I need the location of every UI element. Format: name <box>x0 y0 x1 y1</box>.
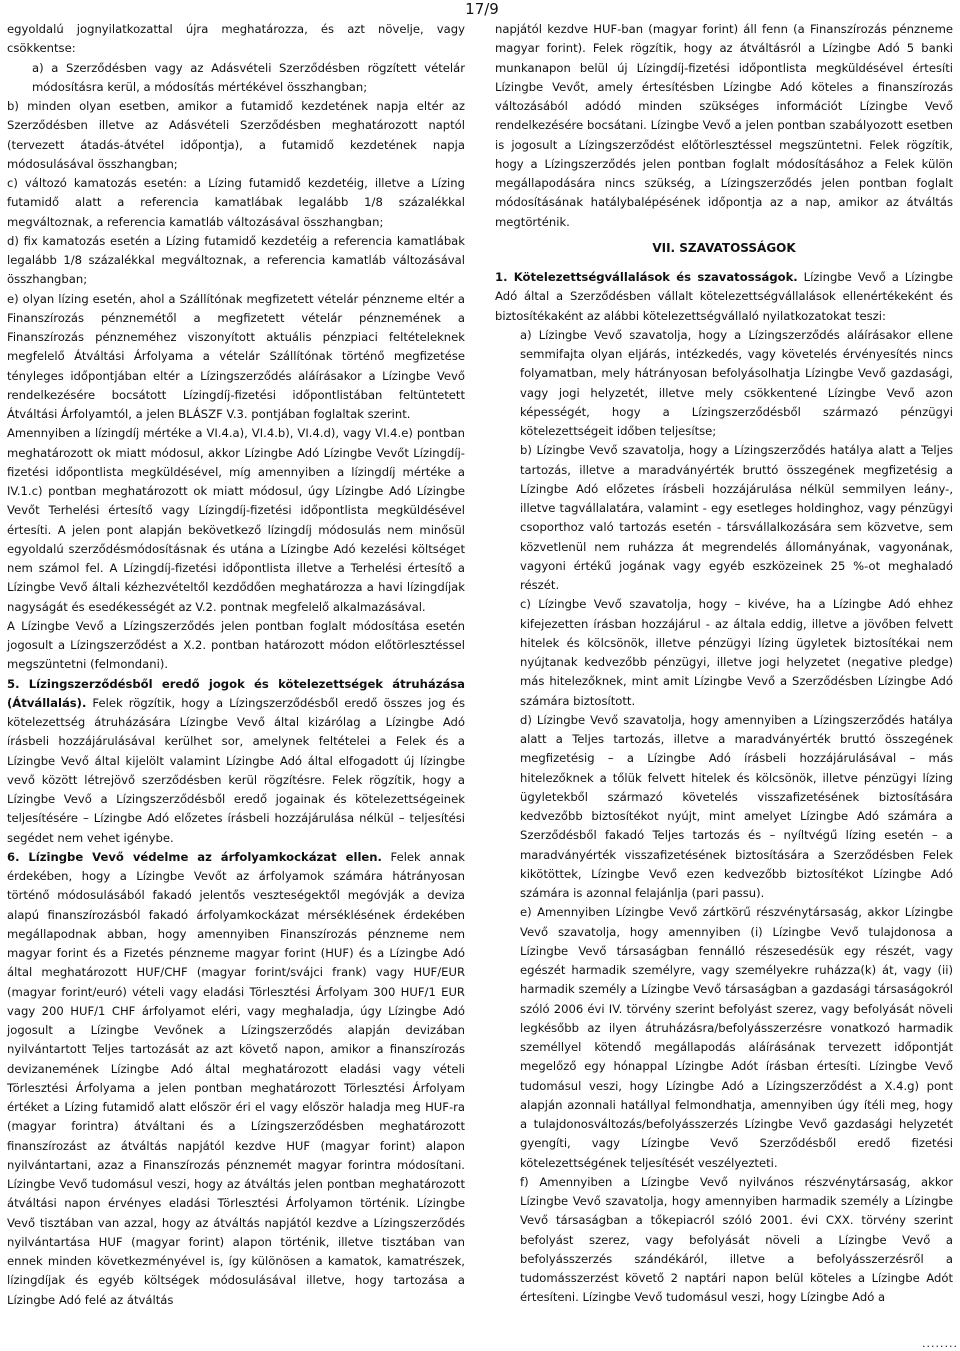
paragraph <box>495 268 953 326</box>
paragraph-text: A Lízingbe Vevő a Lízingszerződés jelen pontban foglalt módosítása esetén jogosult a Lízingszerződést a X.2. pontban határozott módon előtörlesztéssel megszüntetni (felmondani). <box>7 618 465 672</box>
footer-dots: ........ <box>922 1337 958 1350</box>
paragraph-text: Lízingbe Vevő a Lízingbe Adó által a Szerződésben vállalt kötelezettségvállalások ellenértékeként és biztosítékaként az alábbi kötelezettségvállaló nyilatkozatokat teszi: <box>495 270 953 323</box>
paragraph <box>495 711 953 904</box>
paragraph-heading: 1. Kötelezettségvállalások és szavatosságok. <box>495 270 798 284</box>
left-column <box>7 20 465 1310</box>
paragraph <box>7 232 465 290</box>
paragraph-text: Amennyiben a lízingdíj mértéke a VI.4.a), VI.4.b), VI.4.d), vagy VI.4.e) pontban meghatározott ok miatt módosul, akkor Lízingbe Adó Lízingbe Vevőt Lízingdíj-fizetési időpontlista megküldésével, míg amennyiben a lízingdíj mértéke a IV.1.c) pontban meghatározott ok miatt módosul, úgy Lízingbe Adó Lízingbe Vevőt Terhelési értesítő vagy Lízingdíj-fizetési időpontlista megküldésével értesíti. A jelen pont alapján bekövetkező lízingdíj módosulás nem minősül egyoldalú szerződésmódosításnak és utána a Lízingbe Adó kezelési költséget nem számol fel. A Lízingdíj-fizetési időpontlista illetve a Terhelési értesítő a Lízingbe Vevő általi kézhezvételtől kezdődően meghatározza a havi lízingdíjak nagyságát és esedékességét az V.2. pontnak megfelelő alkalmazásával. <box>7 426 465 614</box>
paragraph <box>7 59 465 98</box>
paragraph-text: a) a Szerződésben vagy az Adásvételi Szerződésben rögzített vételár módosításra kerül, a módosítás mértékével összhangban; <box>32 60 465 94</box>
paragraph-text: c) Lízingbe Vevő szavatolja, hogy – kivéve, ha a Lízingbe Adó ehhez kifejezetten írásban hozzájárul - az általa eddig, illetve a jövőben felvett hitelek és kölcsönök, illetve pénzügyi lízing ügyletek biztosítékai nem nyújtanak kedvezőbb pénzügyi, illetve jogi helyzetet (negative pledge) más hitelezőknek, mint amit Lízingbe Vevő a Szerződésben Lízingbe Adó számára biztosított. <box>520 597 953 708</box>
paragraph <box>495 441 953 595</box>
paragraph <box>7 675 465 848</box>
paragraph <box>7 424 465 617</box>
paragraph-text: Felek annak érdekében, hogy a Lízingbe Vevőt az árfolyamok számára hátrányosan történő módosulásából fakadó jelentős veszteségektől megóvják a deviza alapú finanszírozásból fakadó árfolyamkockázat mérséklésének érdekében megállapodnak abban, hogy amennyiben Finanszírozás pénzneme nem magyar forint és a Fizetés pénzneme magyar forint (HUF) és a Lízingbe Adó által meghatározott HUF/CHF (magyar forint/svájci frank) vagy HUF/EUR (magyar forint/euró) vételi vagy eladási Törlesztési Árfolyam 300 HUF/1 EUR vagy 200 HUF/1 CHF árfolyamot eléri, vagy meghaladja, úgy Lízingbe Adó jogosult a Lízingbe Vevőnek a Lízingszerződés alapján devizában nyilvántartott Teljes tartozását az azt követő napon, amikor a finanszírozás devizanemének Lízingbe Adó által meghatározott eladási vagy vételi Törlesztési Árfolyama a jelen pontban meghatározott Törlesztési Árfolyam értéket a Lízing futamidő alatt először éri el vagy először haladja meg HUF-ra (magyar forintra) átváltani és a Lízingszerződésben meghatározott finanszírozást az átváltás napjától kezdve HUF (magyar forint) alapon nyilvántartani, azaz a Finanszírozás pénznemét magyar forintra módosítani. Lízingbe Vevő tudomásul veszi, hogy az átváltás jelen pontban meghatározott átváltási napon érvényes eladási Törlesztési Árfolyamon történik. Lízingbe Vevő tisztában van azzal, hogy az átváltás napjától kezdve a Lízingszerződés nyilvántartása HUF (magyar forint) alapon történik, illetve tisztában van ennek minden következményével is, így különösen a kamatok, kamatrészek, lízingdíjak és egyéb költségek módosulásával illetve, hogy tartozása a Lízingbe Adó felé az átváltás <box>7 849 465 1307</box>
paragraph-text: a) Lízingbe Vevő szavatolja, hogy a Lízingszerződés aláírásakor ellene semmifajta olyan eljárás, intézkedés, vagy követelés érvényesítés nincs folyamatban, mely hátrányosan befolyásolhatja Lízingbe Vevő gazdasági, vagy jogi helyzetét, illetve mely csökkentené Lízingbe Vevő azon képességét, hogy a Lízingszerződésből származó pénzügyi kötelezettségeit időben teljesítse; <box>520 327 953 438</box>
paragraph-text: napjától kezdve HUF-ban (magyar forint) áll fenn (a Finanszírozás pénzneme magyar forint). Felek rögzítik, hogy az átváltásról a Lízingbe Adó 5 banki munkanapon belül új Lízingdíj-fizetési időpontlista megküldésével értesíti Lízingbe Vevőt, amely értesítésben Lízingbe Adó köteles a finanszírozás változásából adódó minden szükséges információt Lízingbe Vevő rendelkezésére bocsátani. Lízingbe Vevő a jelen pontban szabályozott esetben is jogosult a Lízingszerződést előtörlesztéssel megszüntetni. Felek rögzítik, hogy a Lízingszerződés jelen pontban foglalt módosításához a Felek külön megállapodására nincs szükség, a Lízingszerződés jelen pontban foglalt módosításának hatálybalépésének időpontja az a nap, amikor az átváltás megtörténik. <box>495 22 953 229</box>
paragraph <box>7 290 465 425</box>
paragraph <box>495 595 953 711</box>
paragraph-text: e) Amennyiben Lízingbe Vevő zártkörű részvénytársaság, akkor Lízingbe Vevő szavatolja, hogy amennyiben (i) Lízingbe Vevő tulajdonosa a Lízingbe Vevő társaságban fennálló részesedésük egy részét, vagy egészét harmadik személyre, vagy személyekre ruházza(k) át, vagy (ii) harmadik személy a Lízingbe Vevő társaságban a gazdasági társaságokról szóló 2006 évi IV. törvény szerint befolyást szerez, vagy befolyását növeli legkésőbb az ilyen átruházásra/befolyásszerzésre vonatkozó harmadik személlyel kötendő megállapodás aláírásának tervezett időpontját megelőző egy hónappal Lízingbe Adót írásban értesíti. Lízingbe Vevő tudomásul veszi, hogy Lízingbe Adó a Lízingszerződést a X.4.g) pont alapján azonnali hatállyal felmondhatja, amennyiben úgy ítéli meg, hogy a tulajdonosváltozás/befolyásszerzés Lízingbe Vevő gazdasági helyzetét gyengíti, vagy Lízingbe Vevő Szerződésből eredő fizetési kötelezettségének teljesítését veszélyezteti. <box>520 905 953 1170</box>
paragraph <box>495 20 953 232</box>
paragraph-heading: 6. Lízingbe Vevő védelme az árfolyamkockázat ellen. <box>7 849 382 864</box>
paragraph-text: b) Lízingbe Vevő szavatolja, hogy a Lízingszerződés hatálya alatt a Teljes tartozás, illetve a maradványérték bruttó összegének megfizetésig a Lízingbe Adó előzetes írásbeli hozzájárulása nélkül semmilyen leány-, illetve tagvállalatára, valamint - egy esetleges holdinghoz, vagy pénzügyi csoporthoz való tartozás esetén - társvállalkozására sem közvetve, sem közvetlenül nem ruházza át megrendelés állományának, vagyonának, vagyoni értékű jogának vagy egyéb eszközeinek 25 %-ot meghaladó részét. <box>520 443 953 592</box>
paragraph-heading: 5. Lízingszerződésből eredő jogok és kötelezettségek átruházása (Átvállalás). <box>7 676 465 710</box>
paragraph-text: f) Amennyiben a Lízingbe Vevő nyilvános részvénytársaság, akkor Lízingbe Vevő szavatolja, hogy amennyiben harmadik személy a Lízingbe Vevő társaságban a tőkepiacról szóló 2001. évi CXX. törvény szerint befolyást szerez, vagy befolyását növeli a Lízingbe Vevő a befolyásszerzés szándékáról, illetve a befolyásszerzésről a tudomásszerzést követő 2 naptári napon belül köteles a Lízingbe Adót értesíteni. Lízingbe Vevő tudomásul veszi, hogy Lízingbe Adó a <box>520 1174 953 1305</box>
paragraph-text: Felek rögzítik, hogy a Lízingszerződésből eredő összes jog és kötelezettség átruházására Lízingbe Vevő által kizárólag a Lízingbe Adó írásbeli hozzájárulásával kerülhet sor, amelynek feltételei a Felek és a Lízingbe Vevő által kijelölt valamint Lízingbe Adó által elfogadott új lízingbe vevő között létrejövő szerződésben kerül rögzítésre. Felek rögzítik, hogy a Lízingbe Vevő a Lízingszerződésből eredő jogainak és kötelezettségeinek teljesítésére – Lízingbe Adó előzetes írásbeli hozzájárulása nélkül – teljesítési segédet nem vehet igénybe. <box>7 695 465 845</box>
paragraph <box>7 174 465 232</box>
paragraph-text: d) fix kamatozás esetén a Lízing futamidő kezdetéig a referencia kamatlábak legalább 1/8 százalékkal megváltoznak, a referencia kamatláb változásával összhangban; <box>7 233 465 287</box>
paragraph <box>495 903 953 1173</box>
section-title: VII. SZAVATOSSÁGOK <box>652 240 796 255</box>
paragraph-text: d) Lízingbe Vevő szavatolja, hogy amennyiben a Lízingszerződés hatálya alatt a Teljes tartozás, illetve a maradványérték bruttó összegének megfizetésig – a Lízingbe Adó írásbeli hozzájárulásával – más hitelezőknek a tőlük felvett hitelek és kölcsönök, illetve pénzügyi lízing ügyletekből származó követelés visszafizetésének biztosítására kedvezőbb biztosítékot nyújt, mint amelyet Lízingbe Adó számára a Szerződésből fakadó Teljes tartozás és – nyíltvégű lízing esetén – a maradványérték visszafizetésének biztosítására a Szerződésben Felek kikötöttek, Lízingbe Vevő ezen kedvezőbb biztosítékot Lízingbe Adó számára is azonnal felajánlja (pari passu). <box>520 712 953 900</box>
paragraph-text: egyoldalú jognyilatkozattal újra meghatározza, és azt növelje, vagy csökkentse: <box>7 22 465 56</box>
paragraph <box>495 326 953 442</box>
page-number: 17/9 <box>465 0 499 18</box>
paragraph-text: c) változó kamatozás esetén: a Lízing futamidő kezdetéig, illetve a Lízing futamidő alatt a referencia kamatlábak legalább 1/8 százalékkal megváltoznak, a referencia kamatláb változásával összhangban; <box>7 176 465 229</box>
paragraph <box>7 20 465 59</box>
paragraph <box>7 97 465 174</box>
right-column <box>495 20 953 1308</box>
paragraph <box>7 617 465 675</box>
paragraph-text: e) olyan lízing esetén, ahol a Szállítónak megfizetett vételár pénzneme eltér a Finanszírozás pénznemétől a megfizetett vételár pénznemének a Finanszírozás pénzneméhez viszonyított aktuális pénzpiaci feltételeknek megfelelő Átváltási Árfolyama a vételár Szállítónak történő megfizetése tényleges időpontjában eltér a Lízingszerződés aláírásakor a Lízingbe Vevő rendelkezésére bocsátott Lízingdíj-fizetési időpontlistában feltüntetett Átváltási Árfolyamtól, a jelen BLÁSZF V.3. pontjában foglaltak szerint. <box>7 291 465 421</box>
paragraph-text: b) minden olyan esetben, amikor a futamidő kezdetének napja eltér az Szerződésben illetve az Adásvételi Szerződésben meghatározott naptól (tervezett átadás-átvétel időpontja), a futamidő kezdetének napja módosulásával összhangban; <box>7 99 465 171</box>
paragraph <box>495 1173 953 1308</box>
paragraph <box>7 848 465 1310</box>
